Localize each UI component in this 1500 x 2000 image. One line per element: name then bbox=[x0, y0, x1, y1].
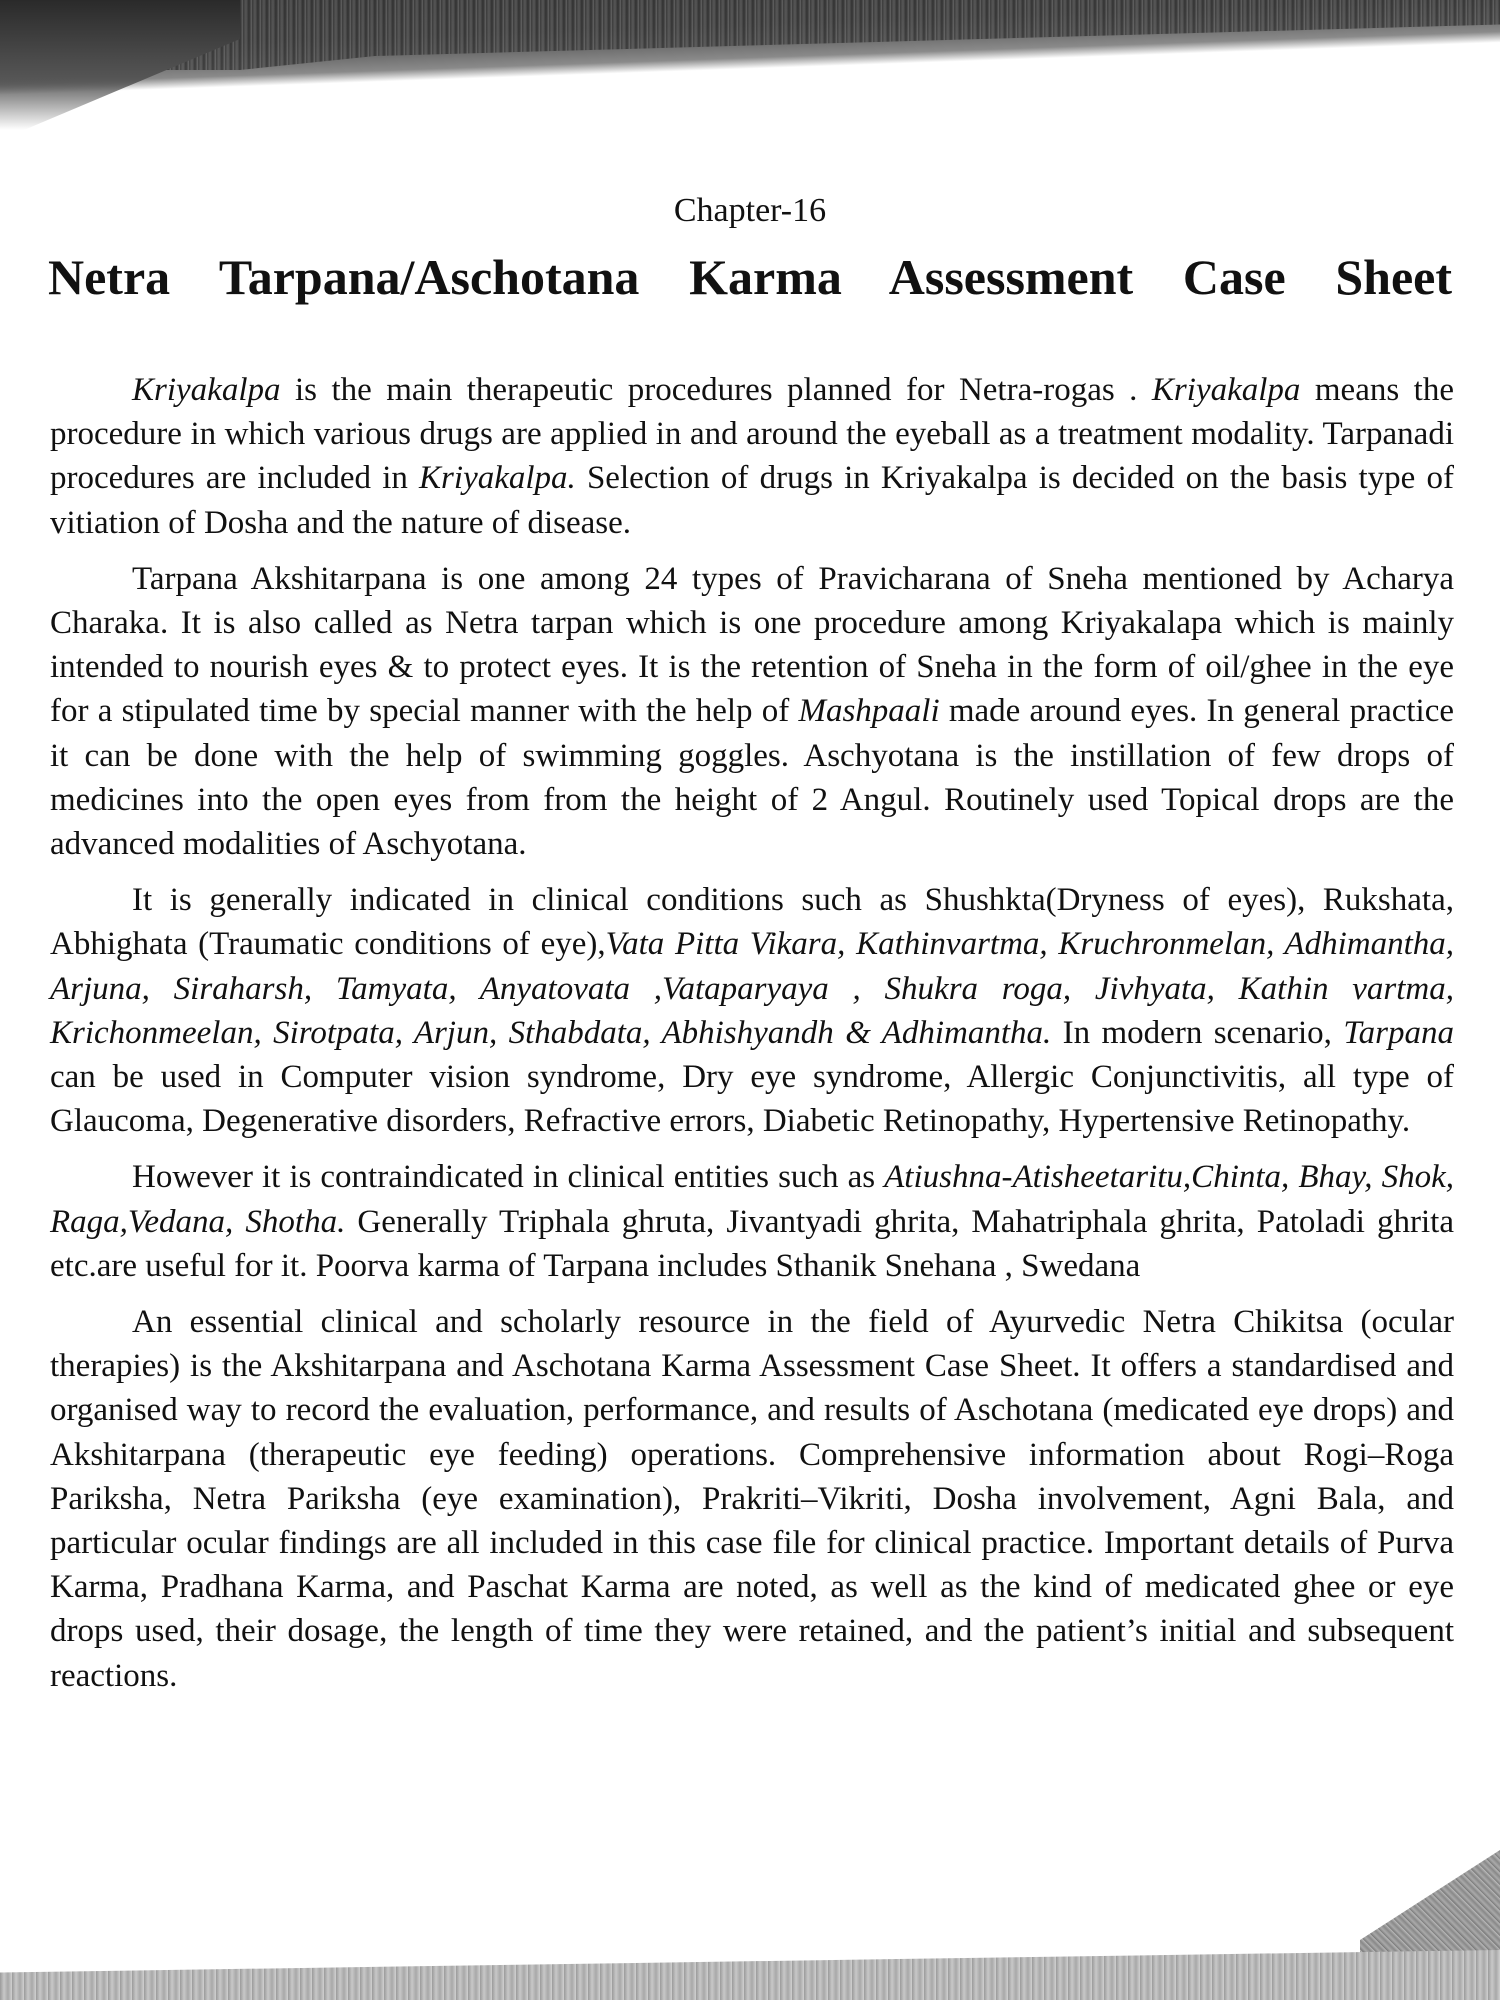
text-run: is the main therapeutic procedures planned for Netra-rogas . bbox=[280, 372, 1152, 408]
bottom-decorative-band bbox=[0, 1950, 1500, 2000]
text-run: Selection of drugs in Kriyakalpa is decided on the basis type of vitiation of Dosha and the nature of disease. bbox=[50, 460, 1454, 541]
paragraph-5: An essential clinical and scholarly resource in the field of Ayurvedic Netra Chikitsa (ocular therapies) is the Akshitarpana and Aschotana Karma Assessment Case Sheet. It offers a standardised and organised way to record the evaluation, performance, and results of Aschotana (medicated eye drops) and Akshitarpana (therapeutic eye feeding) operations. Comprehensive information about Rogi–Roga Pariksha, Netra Pariksha (eye examination), Prakriti–Vikriti, Dosha involvement, Agni Bala, and particular ocular findings are all included in this case file for clinical practice. Important details of Purva Karma, Pradhana Karma, and Paschat Karma are noted, as well as the kind of medicated ghee or eye drops used, their dosage, the length of time they were retained, and the patient’s initial and subsequent reactions. bbox=[50, 1304, 1454, 1694]
paragraph-1 bbox=[50, 368, 1454, 545]
text-run: It is generally indicated in clinical conditions such as Shushkta(Dryness of eyes), Rukshata, Abhighata (Traumatic conditions of eye), bbox=[50, 882, 1454, 963]
text-run: In modern scenario, bbox=[1051, 1014, 1344, 1051]
paragraph-2 bbox=[50, 557, 1454, 866]
term-kriyakalpa: Kriyakalpa bbox=[132, 372, 281, 408]
paragraph-4 bbox=[50, 1155, 1454, 1288]
term-kriyakalpa: Kriyakalpa bbox=[1151, 372, 1301, 408]
term-tarpana: Tarpana bbox=[1343, 1014, 1454, 1051]
text-run: made around eyes. In general practice it can be done with the help of swimming goggles. Aschyotana is the instillation of few drops of medicines into the open eyes from from the height of 2 Angul. Routinely used Topical drops are the advanced modalities of Aschyotana. bbox=[50, 693, 1454, 863]
text-run: However it is contraindicated in clinical entities such as bbox=[132, 1159, 885, 1196]
term-kriyakalpa: Kriyakalpa. bbox=[419, 460, 576, 497]
text-run: means the procedure in which various drugs are applied in and around the eyeball as a treatment modality. Tarpanadi procedures are included in bbox=[50, 372, 1454, 497]
paragraph-3 bbox=[50, 878, 1454, 1143]
page-title: Netra Tarpana/Aschotana Karma Assessment Case Sheet bbox=[48, 249, 1452, 305]
top-decorative-band bbox=[0, 0, 1500, 130]
contraindications-list: Atiushna-Atisheetaritu,Chinta, Bhay, Shok, Raga,Vedana, Shotha. bbox=[50, 1159, 1454, 1240]
indications-list: Vata Pitta Vikara, Kathinvartma, Kruchronmelan, Adhimantha, Arjuna, Siraharsh, Tamyata, Anyatovata ,Vataparyaya , Shukra roga, Jivhyata, Kathin vartma, Krichonmeelan, Sirotpata, Arjun, Sthabdata, Abhishyandh & Adhimantha. bbox=[50, 926, 1455, 1051]
chapter-label: Chapter-16 bbox=[673, 192, 827, 229]
term-mashpaali: Mashpaali bbox=[798, 693, 940, 730]
text-run: can be used in Computer vision syndrome, Dry eye syndrome, Allergic Conjunctivitis, all type of Glaucoma, Degenerative disorders, Refractive errors, Diabetic Retinopathy, Hypertensive Retinopathy. bbox=[50, 1059, 1454, 1140]
text-run: Tarpana Akshitarpana is one among 24 types of Pravicharana of Sneha mentioned by Acharya Charaka. It is also called as Netra tarpan which is one procedure among Kriyakalapa which is mainly intended to nourish eyes & to protect eyes. It is the retention of Sneha in the form of oil/ghee in the eye for a stipulated time by special manner with the help of bbox=[50, 560, 1454, 730]
text-run: Generally Triphala ghruta, Jivantyadi ghrita, Mahatriphala ghrita, Patoladi ghrita etc.are useful for it. Poorva karma of Tarpana includes Sthanik Snehana , Swedana bbox=[50, 1203, 1454, 1284]
body-text bbox=[50, 368, 1454, 1710]
